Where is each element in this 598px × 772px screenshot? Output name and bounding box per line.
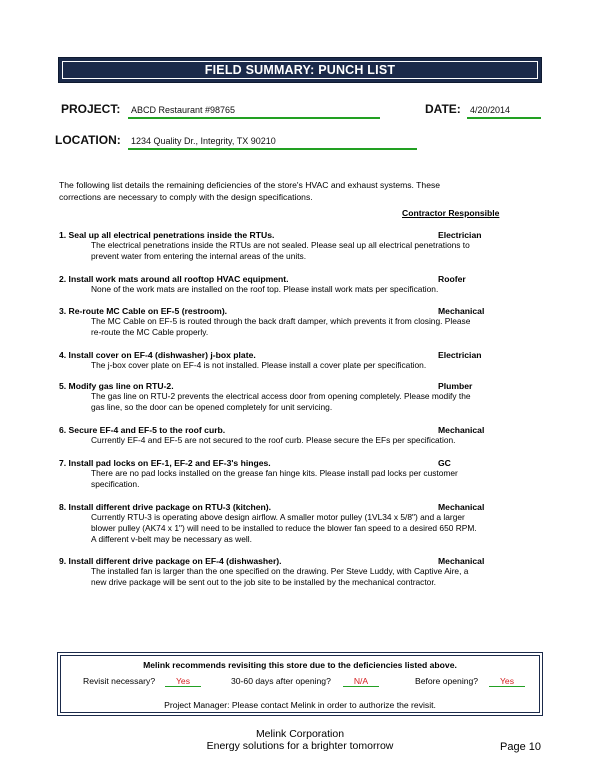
desc-line: The gas line on RTU-2 prevents the electrical access door from opening completely. Please modify the <box>91 391 471 401</box>
item-trade: GC <box>438 458 451 468</box>
item-desc <box>59 240 539 262</box>
company-name: Melink Corporation <box>255 728 345 740</box>
item-6 <box>59 425 539 446</box>
header-banner <box>58 57 542 83</box>
before-opening-question: Before opening? <box>415 676 479 686</box>
item-title: 4. Install cover on EF-4 (dishwasher) j-box plate. <box>59 350 256 360</box>
desc-line: prevent water from entering the internal areas of the units. <box>91 251 307 261</box>
item-1 <box>59 230 539 262</box>
item-trade: Electrician <box>438 230 482 240</box>
item-title: 5. Modify gas line on RTU-2. <box>59 381 174 391</box>
desc-line: The installed fan is larger than the one specified on the drawing. Per Steve Luddy, with Captive Aire, a <box>91 566 469 576</box>
item-trade: Mechanical <box>438 425 485 435</box>
item-desc <box>59 391 539 413</box>
company-footer <box>170 728 430 752</box>
desc-line: The MC Cable on EF-5 is routed through the back draft damper, which prevents it from closing. Please <box>91 316 471 326</box>
item-desc <box>59 512 539 545</box>
project-field: ABCD Restaurant #98765 <box>128 105 380 119</box>
desc-line: A different v-belt may be necessary as well. <box>91 534 252 544</box>
item-desc <box>59 316 539 338</box>
item-title: 8. Install different drive package on RTU-3 (kitchen). <box>59 502 272 512</box>
revisit-box <box>57 652 543 716</box>
item-3 <box>59 306 539 338</box>
intro-line: corrections are necessary to comply with the design specifications. <box>59 192 313 202</box>
item-title: 7. Install pad locks on EF-1, EF-2 and EF-3's hinges. <box>59 458 271 468</box>
revisit-answer: Yes <box>165 676 201 687</box>
item-5 <box>59 381 539 413</box>
days-after-question: 30-60 days after opening? <box>231 676 331 686</box>
revisit-title: Melink recommends revisiting this store due to the deficiencies listed above. <box>143 660 457 670</box>
item-7 <box>59 458 539 490</box>
desc-line: The electrical penetrations inside the RTUs are not sealed. Please seal up all electrical penetrations to <box>91 240 470 250</box>
item-desc <box>59 566 539 588</box>
desc-line: None of the work mats are installed on the roof top. Please install work mats per specification. <box>91 284 439 294</box>
item-title: 6. Secure EF-4 and EF-5 to the roof curb. <box>59 425 226 435</box>
item-trade: Electrician <box>438 350 482 360</box>
intro-text <box>59 179 529 203</box>
item-4 <box>59 350 539 371</box>
project-manager-note: Project Manager: Please contact Melink in order to authorize the revisit. <box>164 700 436 710</box>
item-8 <box>59 502 539 545</box>
item-trade: Plumber <box>438 381 473 391</box>
desc-line: Currently RTU-3 is operating above design airflow. A smaller motor pulley (1VL34 x 5/8") and a larger <box>91 512 465 522</box>
page-number: Page 10 <box>500 741 541 753</box>
desc-line: specification. <box>91 479 140 489</box>
item-desc <box>59 468 539 490</box>
desc-line: The j-box cover plate on EF-4 is not installed. Please install a cover plate per specification. <box>91 360 427 370</box>
intro-line: The following list details the remaining deficiencies of the store's HVAC and exhaust systems. These <box>59 180 441 190</box>
item-desc <box>59 360 539 371</box>
location-field: 1234 Quality Dr., Integrity, TX 90210 <box>128 136 417 150</box>
desc-line: There are no pad locks installed on the grease fan hinge kits. Please install pad locks per customer <box>91 468 458 478</box>
item-desc <box>59 284 539 295</box>
before-opening-answer: Yes <box>489 676 525 687</box>
item-9 <box>59 556 539 588</box>
revisit-question: Revisit necessary? <box>83 676 156 686</box>
days-after-answer: N/A <box>343 676 379 687</box>
item-trade: Mechanical <box>438 306 485 316</box>
company-tagline: Energy solutions for a brighter tomorrow <box>206 740 394 752</box>
item-trade: Mechanical <box>438 556 485 566</box>
location-label: LOCATION: <box>55 133 121 147</box>
item-title: 3. Re-route MC Cable on EF-5 (restroom). <box>59 306 228 316</box>
desc-line: Currently EF-4 and EF-5 are not secured to the roof curb. Please secure the EFs per specification. <box>91 435 456 445</box>
date-field: 4/20/2014 <box>467 105 541 119</box>
item-title: 2. Install work mats around all rooftop HVAC equipment. <box>59 274 289 284</box>
page-title: FIELD SUMMARY: PUNCH LIST <box>204 63 396 77</box>
desc-line: new drive package will be sent out to the job site to be installed by the mechanical contractor. <box>91 577 436 587</box>
contractor-header: Contractor Responsible <box>402 208 500 218</box>
header-banner-inner <box>62 61 538 79</box>
revisit-box-inner <box>60 655 540 713</box>
item-desc <box>59 435 539 446</box>
date-label: DATE: <box>425 102 461 116</box>
project-label: PROJECT: <box>61 102 121 116</box>
desc-line: gas line, so the door can be opened completely for unit servicing. <box>91 402 333 412</box>
item-trade: Mechanical <box>438 502 485 512</box>
item-title: 1. Seal up all electrical penetrations inside the RTUs. <box>59 230 275 240</box>
desc-line: blower pulley (AK74 x 1") will need to be installed to reduce the blower fan speed to a desired 650 RPM. <box>91 523 477 533</box>
desc-line: re-route the MC Cable properly. <box>91 327 209 337</box>
item-2 <box>59 274 539 295</box>
item-trade: Roofer <box>438 274 466 284</box>
item-title: 9. Install different drive package on EF-4 (dishwasher). <box>59 556 282 566</box>
